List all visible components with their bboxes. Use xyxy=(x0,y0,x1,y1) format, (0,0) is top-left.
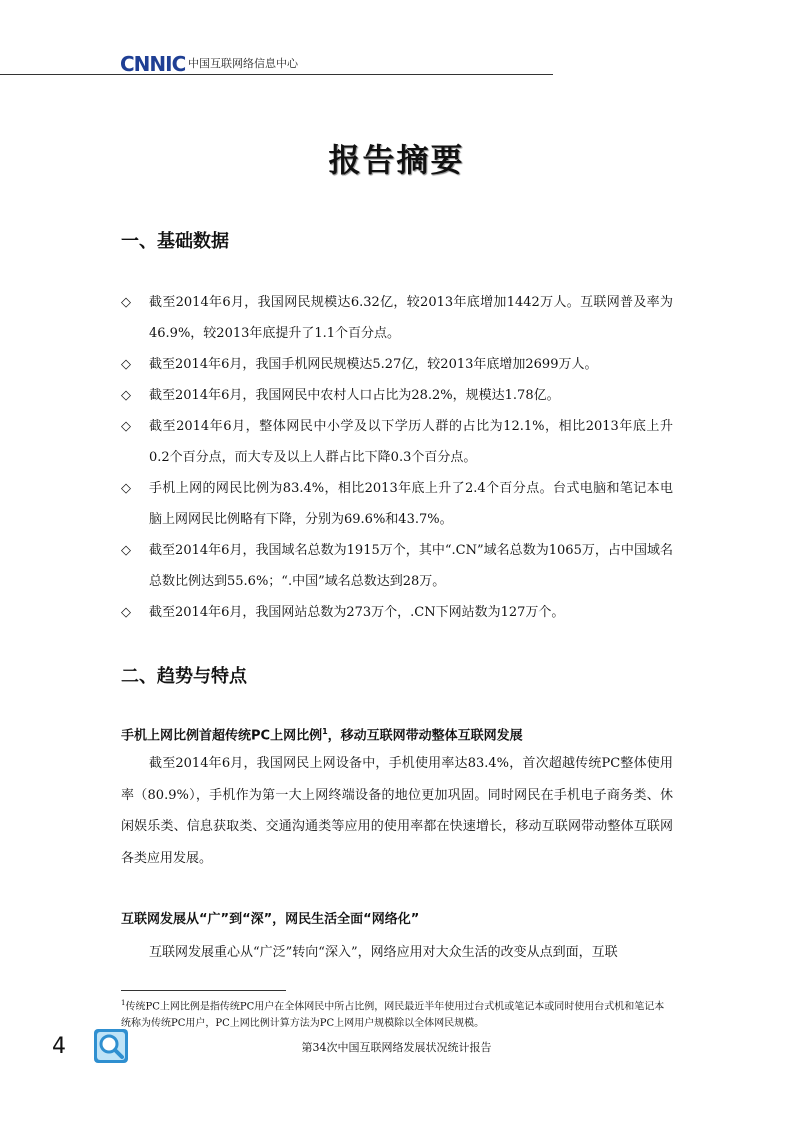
footnote-ref[interactable]: 1 xyxy=(322,727,328,736)
footnote-marker: 1 xyxy=(121,999,126,1007)
footnote-text: 传统PC上网比例是指传统PC用户在全体网民中所占比例，网民最近半年使用过台式机或笔记本或同时使用台式机和笔记本统称为传统PC用户，PC上网比例计算方法为PC上网用户规模除以全体网民规模。 xyxy=(121,1001,665,1030)
list-item xyxy=(121,535,673,597)
footnote xyxy=(121,995,673,1032)
subheading-text: ，移动互联网带动整体互联网发展 xyxy=(327,728,523,744)
diamond-bullet-icon: ◇ xyxy=(121,543,131,558)
basic-data-list xyxy=(121,287,673,628)
list-item xyxy=(121,597,673,628)
diamond-bullet-icon: ◇ xyxy=(121,481,131,496)
list-item-text: 截至2014年6月，我国网民中农村人口占比为28.2%，规模达1.78亿。 xyxy=(149,388,560,403)
list-item-text: 截至2014年6月，我国域名总数为1915万个，其中“.CN”域名总数为1065万，占中国域名总数比例达到55.6%；“.中国”域名总数达到28万。 xyxy=(149,543,673,589)
list-item-text: 截至2014年6月，我国网站总数为273万个，.CN下网站数为127万个。 xyxy=(149,605,565,620)
page-title: 报告摘要 xyxy=(328,141,465,179)
paragraph-mobile: 截至2014年6月，我国网民上网设备中，手机使用率达83.4%，首次超越传统PC整体使用率（80.9%），手机作为第一大上网终端设备的地位更加巩固。同时网民在手机电子商务类、休闲娱乐类、信息获取类、交通沟通类等应用的使用率都在快速增长，移动互联网带动整体互联网各类应用发展。 xyxy=(121,756,673,866)
diamond-bullet-icon: ◇ xyxy=(121,605,131,620)
section-heading-basic-data: 一、基础数据 xyxy=(121,231,229,252)
page-number: 4 xyxy=(52,1034,66,1059)
list-item-text: 手机上网的网民比例为83.4%，相比2013年底上升了2.4个百分点。台式电脑和笔记本电脑上网网民比例略有下降，分别为69.6%和43.7%。 xyxy=(149,481,673,527)
list-item xyxy=(121,411,673,473)
footer-report-title: 第34次中国互联网络发展状况统计报告 xyxy=(301,1041,492,1054)
list-item xyxy=(121,349,673,380)
cnnic-logo: CNNIC xyxy=(120,52,186,76)
list-item-text: 截至2014年6月，我国网民规模达6.32亿，较2013年底增加1442万人。互联网普及率为46.9%，较2013年底提升了1.1个百分点。 xyxy=(149,295,673,341)
subheading-text: 手机上网比例首超传统PC上网比例 xyxy=(121,728,323,744)
page-header xyxy=(120,52,673,76)
header-rule xyxy=(0,74,553,75)
subheading-mobile-surpasses-pc xyxy=(121,722,673,746)
diamond-bullet-icon: ◇ xyxy=(121,419,131,434)
list-item xyxy=(121,287,673,349)
list-item-text: 截至2014年6月，整体网民中小学及以下学历人群的占比为12.1%，相比2013年底上升0.2个百分点，而大专及以上人群占比下降0.3个百分点。 xyxy=(149,419,673,465)
footnote-rule xyxy=(121,990,286,991)
section-heading-trends: 二、趋势与特点 xyxy=(121,666,247,687)
paragraph-broad-to-deep: 互联网发展重心从“广泛”转向“深入”，网络应用对大众生活的改变从点到面，互联 xyxy=(149,945,618,960)
list-item-text: 截至2014年6月，我国手机网民规模达5.27亿，较2013年底增加2699万人。 xyxy=(149,357,598,372)
subheading-broad-to-deep: 互联网发展从“广”到“深”，网民生活全面“网络化” xyxy=(121,912,420,927)
diamond-bullet-icon: ◇ xyxy=(121,357,131,372)
header-org-name: 中国互联网络信息中心 xyxy=(188,57,298,70)
list-item xyxy=(121,473,673,535)
diamond-bullet-icon: ◇ xyxy=(121,388,131,403)
list-item xyxy=(121,380,673,411)
diamond-bullet-icon: ◇ xyxy=(121,295,131,310)
